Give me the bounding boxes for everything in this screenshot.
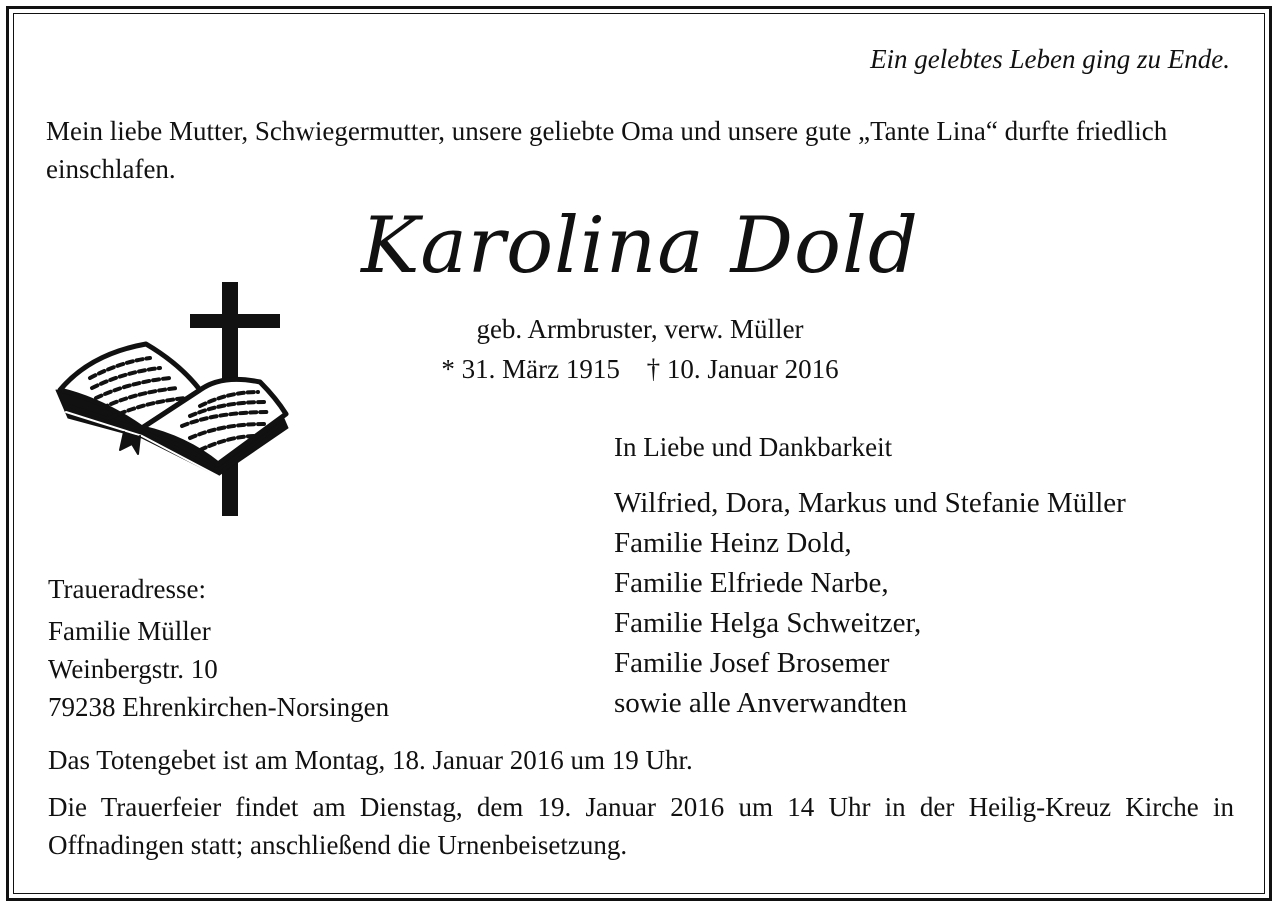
mourning-address: [48, 570, 389, 726]
intro-text: Mein liebe Mutter, Schwiegermutter, unsere geliebte Oma und unsere gute „Tante Lina“ durfte friedlich einschlafen.: [46, 116, 1168, 184]
service-notice: Die Trauerfeier findet am Dienstag, dem 19. Januar 2016 um 14 Uhr in der Heilig-Kreuz Kirche in Offnadingen statt; anschließend die Urnenbeisetzung.: [48, 792, 1234, 860]
mourner-line: Familie Josef Brosemer: [614, 647, 890, 679]
mourner-line: sowie alle Anverwandten: [614, 687, 908, 719]
address-line: Weinbergstr. 10: [48, 654, 218, 684]
deceased-name: Karolina Dold: [361, 201, 919, 291]
mourners-list: [614, 483, 1126, 723]
open-book-icon: [56, 344, 288, 476]
mourner-line: Familie Elfriede Narbe,: [614, 567, 889, 599]
mourner-line: Familie Heinz Dold,: [614, 527, 852, 559]
mourner-line: Wilfried, Dora, Markus und Stefanie Müller: [614, 487, 1126, 519]
address-line: 79238 Ehrenkirchen-Norsingen: [48, 692, 390, 722]
motto: Ein gelebtes Leben ging zu Ende.: [870, 44, 1230, 74]
mourner-line: Familie Helga Schweitzer,: [614, 607, 922, 639]
death-date: † 10. Januar 2016: [646, 354, 839, 384]
address-label: Traueradresse:: [48, 574, 206, 604]
birth-name: geb. Armbruster, verw. Müller: [476, 314, 804, 344]
address-line: Familie Müller: [48, 616, 211, 646]
closing-phrase: In Liebe und Dankbarkeit: [614, 432, 893, 462]
cross-and-book-emblem: [50, 278, 300, 523]
prayer-notice: Das Totengebet ist am Montag, 18. Januar 2016 um 19 Uhr.: [48, 745, 693, 775]
life-dates: [340, 354, 940, 385]
birth-date: * 31. März 1915: [441, 354, 620, 384]
